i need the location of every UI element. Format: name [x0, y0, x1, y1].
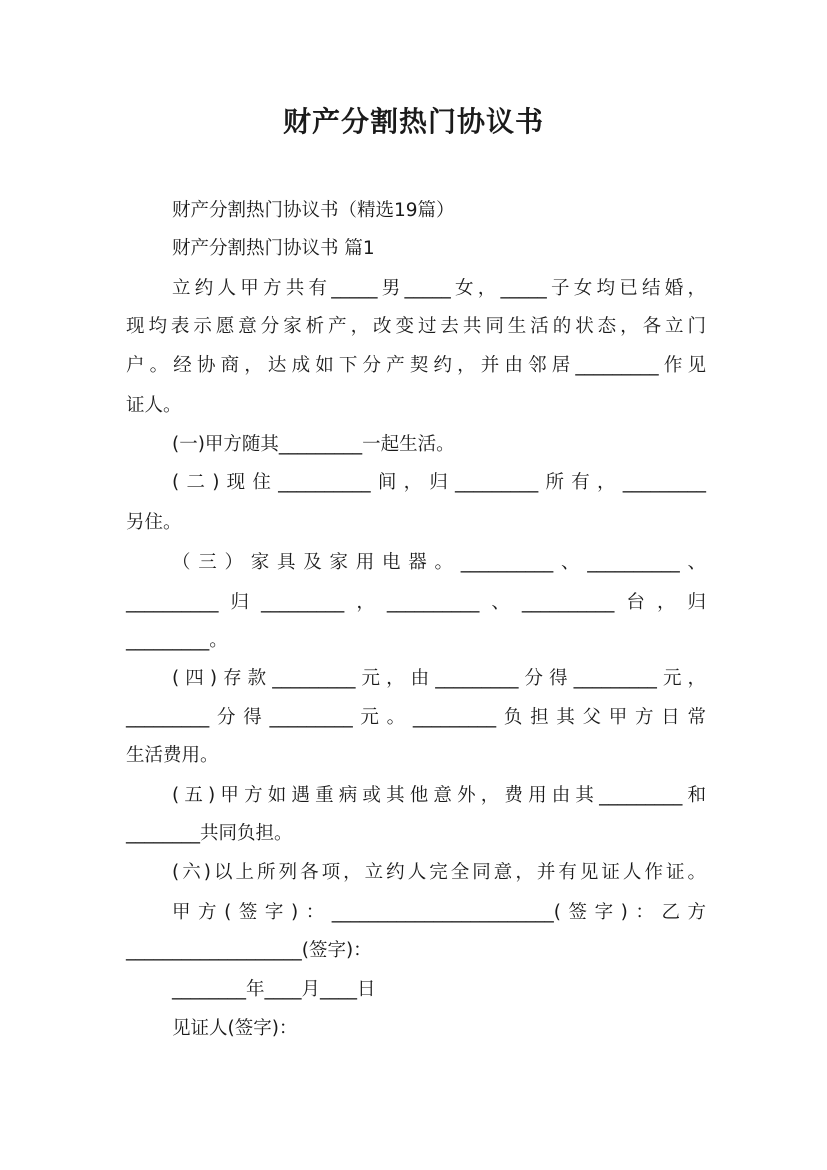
clause-1: (一)甲方随其_________一起生活。	[172, 434, 455, 455]
clause-3: （三）家具及家用电器。__________、__________、	[172, 552, 706, 573]
paragraph-line: 现均表示愿意分家析产，改变过去共同生活的状态，各立门	[126, 316, 706, 337]
clause-3-cont: _________。	[126, 630, 228, 651]
clause-2: (二)现住__________间，归_________所有，_________	[172, 472, 706, 493]
date-line: ________年____月____日	[172, 979, 376, 1000]
subtitle: 财产分割热门协议书（精选19篇）	[172, 200, 455, 221]
clause-4-cont: 生活费用。	[126, 745, 219, 766]
clause-3-cont: __________归_________，__________、__________台，归	[126, 592, 706, 613]
clause-4: (四)存款_________元，由_________分得_________元，	[172, 668, 706, 689]
clause-2-cont: 另住。	[126, 512, 182, 533]
paragraph-line: 证人。	[126, 395, 182, 416]
clause-6: (六)以上所列各项，立约人完全同意，并有见证人作证。	[172, 862, 706, 883]
witness-line: 见证人(签字)：	[172, 1018, 298, 1039]
signature-line-cont: ___________________(签字)：	[126, 940, 372, 961]
clause-4-cont: _________分得_________元。_________负担其父甲方日常	[126, 707, 706, 728]
section-heading: 财产分割热门协议书 篇1	[172, 238, 375, 259]
clause-5-cont: ________共同负担。	[126, 823, 293, 844]
paragraph-line: 户。经协商，达成如下分产契约，并由邻居_________作见	[126, 355, 706, 376]
paragraph-line: 立约人甲方共有_____男_____女，_____子女均已结婚，	[172, 278, 706, 299]
clause-5: (五)甲方如遇重病或其他意外，费用由其_________和	[172, 785, 706, 806]
document-title: 财产分割热门协议书	[282, 105, 544, 138]
signature-line: 甲方(签字)：________________________(签字)：乙方	[172, 902, 706, 923]
